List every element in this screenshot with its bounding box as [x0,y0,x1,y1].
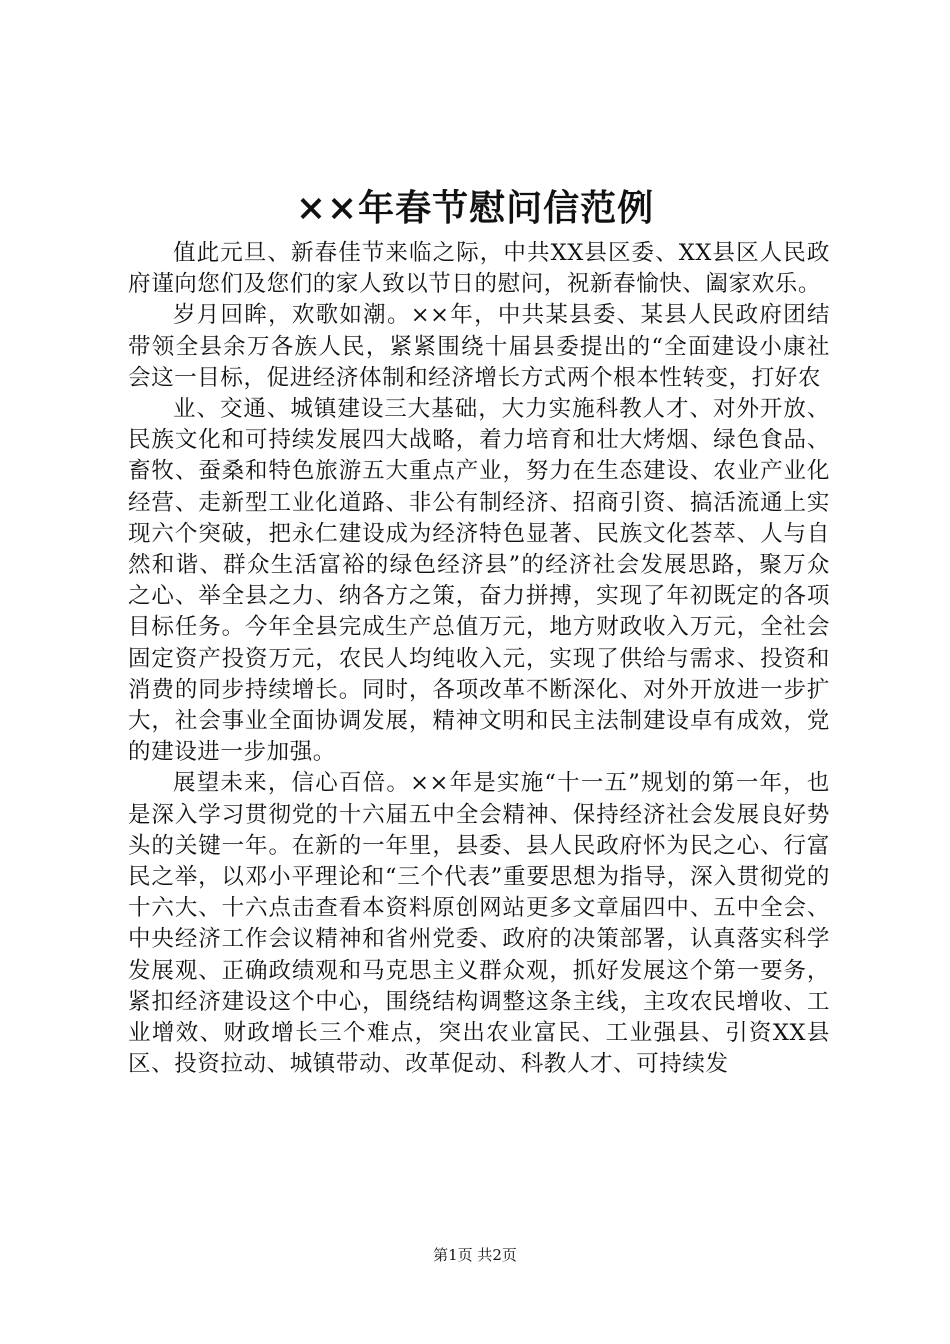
paragraph-greeting: 值此元旦、新春佳节来临之际，中共XX县区委、XX县区人民政府谨向您们及您们的家人致以节日的慰问，祝新春愉快、阖家欢乐。 [128,240,830,298]
paragraph-achievements: 业、交通、城镇建设三大基础，大力实施科教人才、对外开放、民族文化和可持续发展四大战略，着力培育和壮大烤烟、绿色食品、畜牧、蚕桑和特色旅游五大重点产业，努力在生态建设、农业产业化经营、走新型工业化道路、非公有制经济、招商引资、搞活流通上实现六个突破，把永仁建设成为经济特色显著、民族文化荟萃、人与自然和谐、群众生活富裕的绿色经济县”的经济社会发展思路，聚万众之心、举全县之力、纳各方之策，奋力拼搏，实现了年初既定的各项目标任务。今年全县完成生产总值万元，地方财政收入万元，全社会固定资产投资万元，农民人均纯收入元，实现了供给与需求、投资和消费的同步持续增长。同时，各项改革不断深化、对外开放进一步扩大，社会事业全面协调发展，精神文明和民主法制建设卓有成效，党的建设进一步加强。 [128,396,830,766]
document-body [128,238,830,1080]
document-title: ××年春节慰问信范例 [295,187,655,229]
page-number-footer: 第1页 共2页 [433,1246,517,1264]
paragraph-outlook: 展望未来，信心百倍。××年是实施“十一五”规划的第一年，也是深入学习贯彻党的十六届五中全会精神、保持经济社会发展良好势头的关键一年。在新的一年里，县委、县人民政府怀为民之心、行富民之举，以邓小平理论和“三个代表”重要思想为指导，深入贯彻党的十六大、十六点击查看本资料原创网站更多文章届四中、五中全会、中央经济工作会议精神和省州党委、政府的决策部署，认真落实科学发展观、正确政绩观和马克思主义群众观，抓好发展这个第一要务，紧扣经济建设这个中心，围绕结构调整这条主线，主攻农民增收、工业增效、财政增长三个难点，突出农业富民、工业强县、引资XX县区、投资拉动、城镇带动、改革促动、科教人才、可持续发 [128,770,830,1078]
paragraph-review: 岁月回眸，欢歌如潮。××年，中共某县委、某县人民政府团结带领全县余万各族人民，紧紧围绕十届县委提出的“全面建设小康社会这一目标，促进经济体制和经济增长方式两个根本性转变，打好农 [128,302,830,391]
